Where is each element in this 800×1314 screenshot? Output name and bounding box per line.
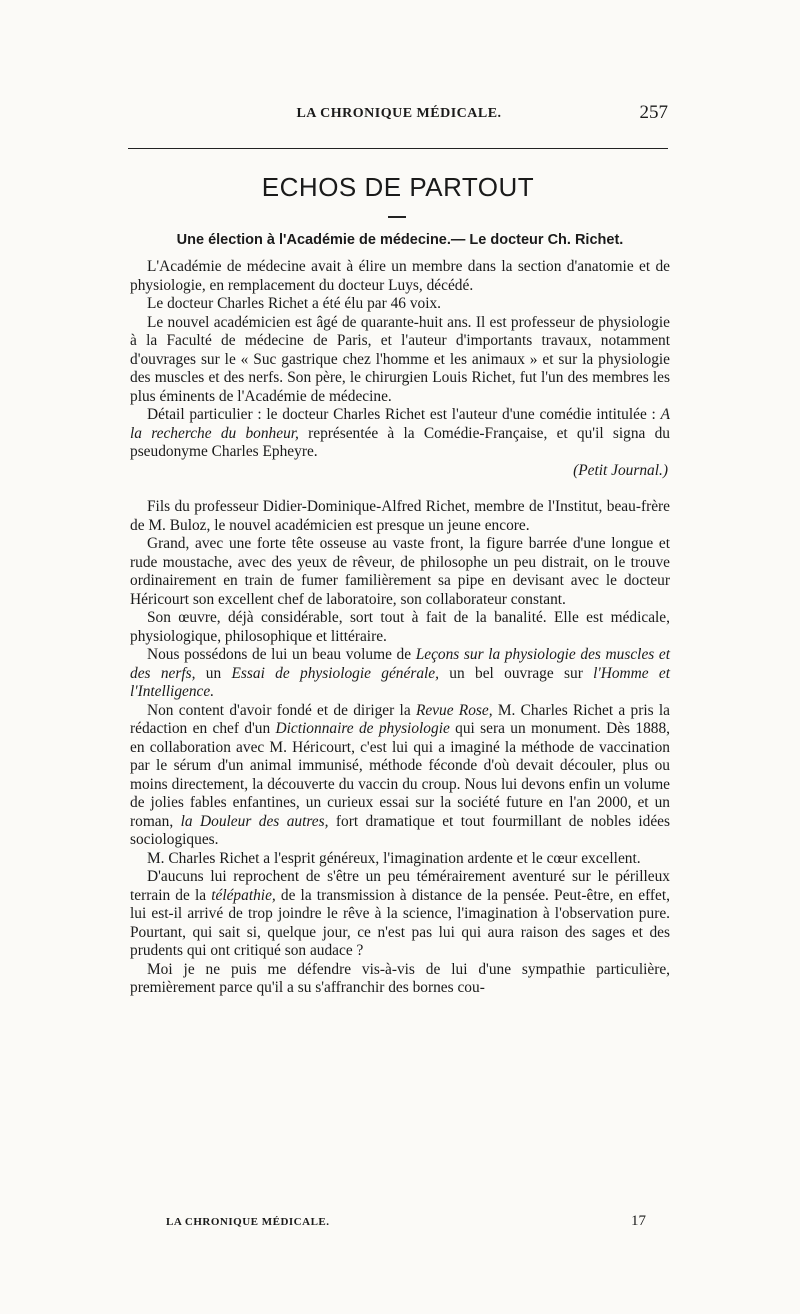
journal-title: Revue Rose,	[415, 701, 493, 719]
paragraph: Grand, avec une forte tête osseuse au vaste front, la figure barrée d'une longue et rude moustache, avec des yeux de rêveur, de philosophe un peu distrait, on le trouve ordinairement en train de fumer familièrement sa pipe en devisant avec le docteur Héricourt son excellent chef de laboratoire, son collaborateur constant.	[130, 535, 670, 608]
page-footer	[166, 1213, 646, 1236]
book-title: l'Homme et l'Intelligence.	[130, 664, 671, 700]
running-header-title: LA CHRONIQUE MÉDICALE.	[296, 106, 502, 121]
paragraph: M. Charles Richet a l'esprit généreux, l'imagination ardente et le cœur excellent.	[147, 849, 641, 867]
book-title: Essai de physiologie générale,	[231, 664, 439, 682]
paragraph: Fils du professeur Didier-Dominique-Alfred Richet, membre de l'Institut, beau-frère de M. Buloz, le nouvel académicien est presque un jeune encore.	[130, 498, 670, 534]
novel-title: la Douleur des autres,	[180, 812, 329, 830]
paragraph: Non content d'avoir fondé et de diriger la Revue Rose, M. Charles Richet a pris la rédaction en chef d'un Dictionnaire de physiologie qui sera un monument. Dès 1888, en collaboration avec M. Héricourt, c'est lui qui a imaginé la méthode de vaccination par le sérum d'un animal immunisé, méthode féconde d'où devait découler, plus ou moins directement, la découverte du vaccin du croup. Nous lui devons enfin un volume de jolies fables enfantines, un curieux essai sur la société future en l'an 2000, et un roman, la Douleur des autres, fort dramatique et tout fourmillant de nobles idées sociologiques.	[130, 701, 670, 848]
header-rule	[128, 148, 668, 149]
footer-title: LA CHRONIQUE MÉDICALE.	[166, 1216, 330, 1228]
source-credit: (Petit Journal.)	[573, 461, 668, 479]
paragraph: Le nouvel académicien est âgé de quarante-huit ans. Il est professeur de physiologie à la Faculté de médecine de Paris, et l'auteur d'importants travaux, notamment d'ouvrages sur le « Suc gastrique chez l'homme et les animaux » et sur la physiologie des muscles et des nerfs. Son père, le chirurgien Louis Richet, fut l'un des membres les plus éminents de l'Académie de médecine.	[130, 313, 670, 405]
section-title: ECHOS DE PARTOUT	[261, 172, 535, 202]
signature-mark: 17	[631, 1213, 646, 1229]
paragraph: D'aucuns lui reprochent de s'être un peu témérairement aventuré sur le périlleux terrain de la télépathie, de la transmission à distance de la pensée. Peut-être, en effet, lui est-il arrivé de trop joindre le rêve à la science, l'imagination à l'observation pure. Pourtant, qui sait si, quelque jour, ce n'est pas lui qui aura raison des sages et des prudents qui ont critiqué son audace ?	[130, 868, 671, 959]
term: télépathie,	[211, 886, 276, 904]
book-title: Leçons sur la physiologie des muscles et des nerfs,	[130, 646, 670, 682]
book-title: Dictionnaire de physiologie	[275, 720, 450, 737]
paragraph: Le docteur Charles Richet a été élu par 46 voix.	[147, 295, 442, 312]
paragraph: Moi je ne puis me défendre vis-à-vis de lui d'une sympathie particulière, premièrement parce qu'il a su s'affranchir des bornes cou-	[130, 960, 670, 996]
running-header	[130, 102, 668, 130]
article-subheading: Une élection à l'Académie de médecine.— Le docteur Ch. Richet.	[176, 232, 624, 248]
paragraph: L'Académie de médecine avait à élire un membre dans la section d'anatomie et de physiologie, en remplacement du docteur Luys, décédé.	[130, 258, 670, 294]
paragraph: Détail particulier : le docteur Charles Richet est l'auteur d'une comédie intitulée : A la recherche du bonheur, représentée à la Comédie-Française, et qu'il signa du pseudonyme Charles Epheyre.	[130, 406, 670, 460]
title-dash	[388, 216, 406, 218]
article-body	[130, 258, 670, 998]
page-number: 257	[639, 102, 668, 123]
paragraph: Son œuvre, déjà considérable, sort tout à fait de la banalité. Elle est médicale, physiologique, philosophique et littéraire.	[130, 609, 670, 645]
paragraph: Nous possédons de lui un beau volume de Leçons sur la physiologie des muscles et des nerfs, un Essai de physiologie générale, un bel ouvrage sur l'Homme et l'Intelligence.	[130, 646, 671, 700]
play-title: A la recherche du bonheur,	[130, 406, 670, 442]
